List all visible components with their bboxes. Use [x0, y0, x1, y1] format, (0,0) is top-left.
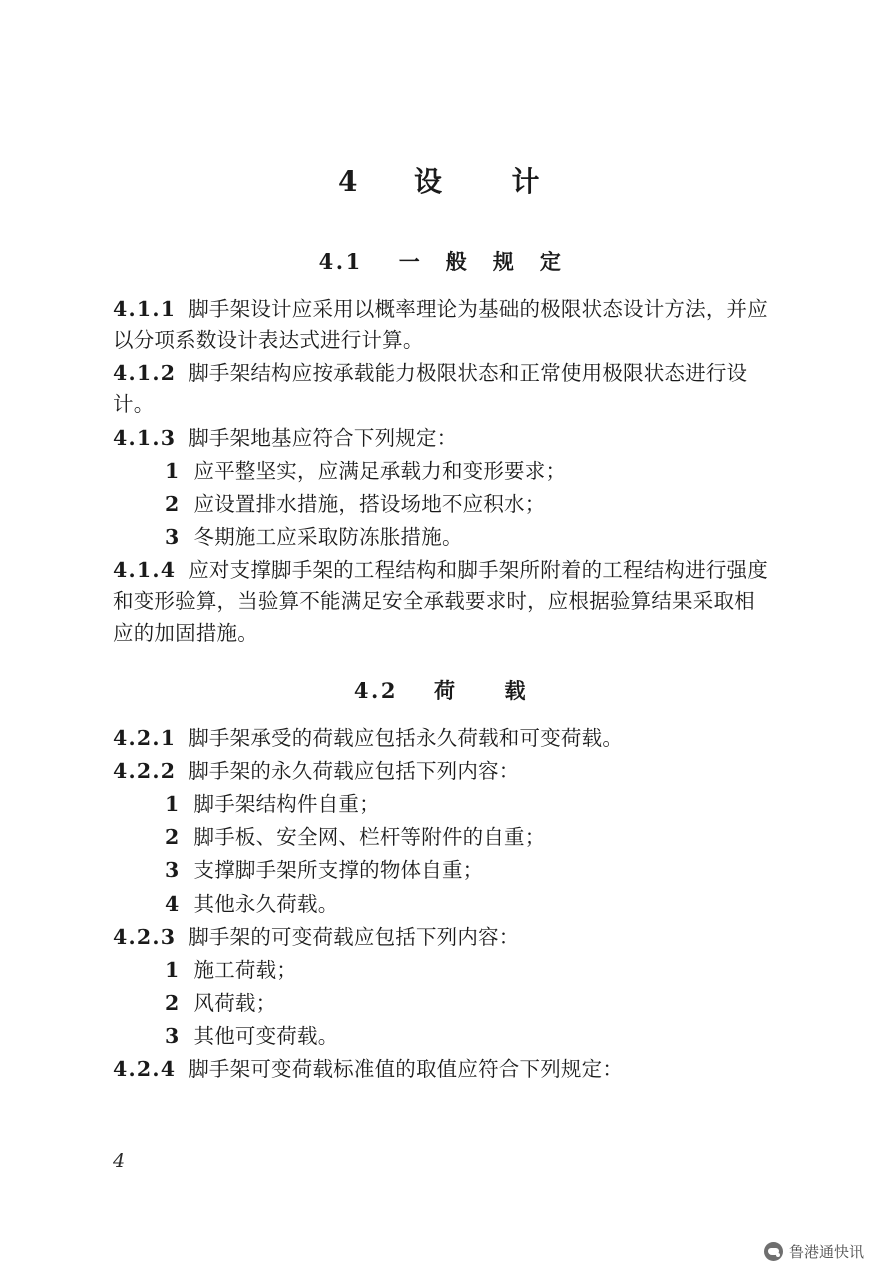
- list-item-text: 施工荷载；: [193, 957, 298, 982]
- section-number: 4.1: [318, 249, 363, 274]
- list-item-number: 3: [165, 1024, 180, 1049]
- list-item: [113, 1021, 769, 1052]
- clause-number: 4.2.3: [113, 924, 177, 949]
- chapter-title-text: 设 计: [414, 165, 544, 198]
- section-title-text: 荷 载: [434, 677, 529, 703]
- section-heading-4-1: [113, 246, 769, 276]
- list-item-number: 1: [165, 792, 180, 817]
- clause-number: 4.2.4: [113, 1057, 177, 1082]
- list-item-text: 其他永久荷载。: [193, 891, 339, 916]
- clause-text: 脚手架承受的荷载应包括永久荷载和可变荷载。: [188, 725, 624, 750]
- clause-text: 脚手架可变荷载标准值的取值应符合下列规定：: [188, 1057, 624, 1082]
- section-heading-4-2: [113, 675, 769, 705]
- list-item-text: 支撑脚手架所支撑的物体自重；: [193, 858, 484, 883]
- clause: [113, 358, 769, 420]
- clause: [113, 555, 769, 648]
- list-item-text: 其他可变荷载。: [193, 1024, 339, 1049]
- watermark-text: 鲁港通快讯: [788, 1243, 864, 1261]
- wechat-account-logo-icon: [764, 1242, 783, 1261]
- list-item: [113, 855, 769, 886]
- clause: [113, 294, 769, 356]
- list-item: [113, 988, 769, 1019]
- clause-number: 4.1.3: [113, 425, 177, 450]
- list-item: [113, 955, 769, 986]
- list-item-text: 冬期施工应采取防冻胀措施。: [193, 525, 463, 550]
- list-item: [113, 789, 769, 820]
- chapter-heading: [113, 160, 769, 200]
- clause: [113, 756, 769, 787]
- watermark: [764, 1241, 864, 1262]
- clause-text: 应对支撑脚手架的工程结构和脚手架所附着的工程结构进行强度和变形验算，当验算不能满足安全承载要求时，应根据验算结果采取相应的加固措施。: [113, 558, 768, 645]
- clause-text: 脚手架结构应按承载能力极限状态和正常使用极限状态进行设计。: [113, 361, 748, 417]
- page-content: [113, 160, 769, 1087]
- clause-number: 4.1.1: [113, 297, 177, 321]
- list-item-number: 1: [165, 458, 180, 483]
- list-item-number: 3: [165, 858, 180, 883]
- list-item-text: 脚手架结构件自重；: [193, 792, 380, 817]
- clause-number: 4.1.4: [113, 558, 177, 583]
- clause: [113, 1054, 769, 1085]
- list-item: [113, 522, 769, 553]
- clause-text: 脚手架设计应采用以概率理论为基础的极限状态设计方法，并应以分项系数设计表达式进行计算。: [113, 297, 768, 353]
- list-item: [113, 489, 769, 520]
- clause: [113, 723, 769, 754]
- list-item-text: 脚手板、安全网、栏杆等附件的自重；: [193, 825, 546, 850]
- list-item-number: 2: [165, 825, 180, 850]
- clause-number: 4.2.1: [113, 725, 177, 750]
- section-number: 4.2: [353, 677, 398, 703]
- list-item-text: 应平整坚实，应满足承载力和变形要求；: [193, 458, 567, 483]
- list-item-text: 应设置排水措施，搭设场地不应积水；: [193, 491, 546, 516]
- list-item: [113, 456, 769, 487]
- clause: [113, 922, 769, 953]
- clause-number: 4.1.2: [113, 361, 177, 386]
- list-item: [113, 889, 769, 920]
- clause-number: 4.2.2: [113, 758, 177, 783]
- list-item-number: 3: [165, 525, 180, 550]
- clause: [113, 423, 769, 454]
- page-number: 4: [113, 1150, 126, 1172]
- list-item-text: 风荷载；: [193, 990, 277, 1015]
- clause-text: 脚手架地基应符合下列规定：: [188, 425, 458, 450]
- list-item-number: 4: [165, 891, 180, 916]
- section-title-text: 一 般 规 定: [398, 249, 564, 274]
- chapter-number: 4: [338, 165, 363, 198]
- list-item-number: 2: [165, 990, 180, 1015]
- list-item-number: 1: [165, 957, 180, 982]
- clause-text: 脚手架的永久荷载应包括下列内容：: [188, 758, 520, 783]
- clause-text: 脚手架的可变荷载应包括下列内容：: [188, 924, 520, 949]
- list-item: [113, 822, 769, 853]
- list-item-number: 2: [165, 491, 180, 516]
